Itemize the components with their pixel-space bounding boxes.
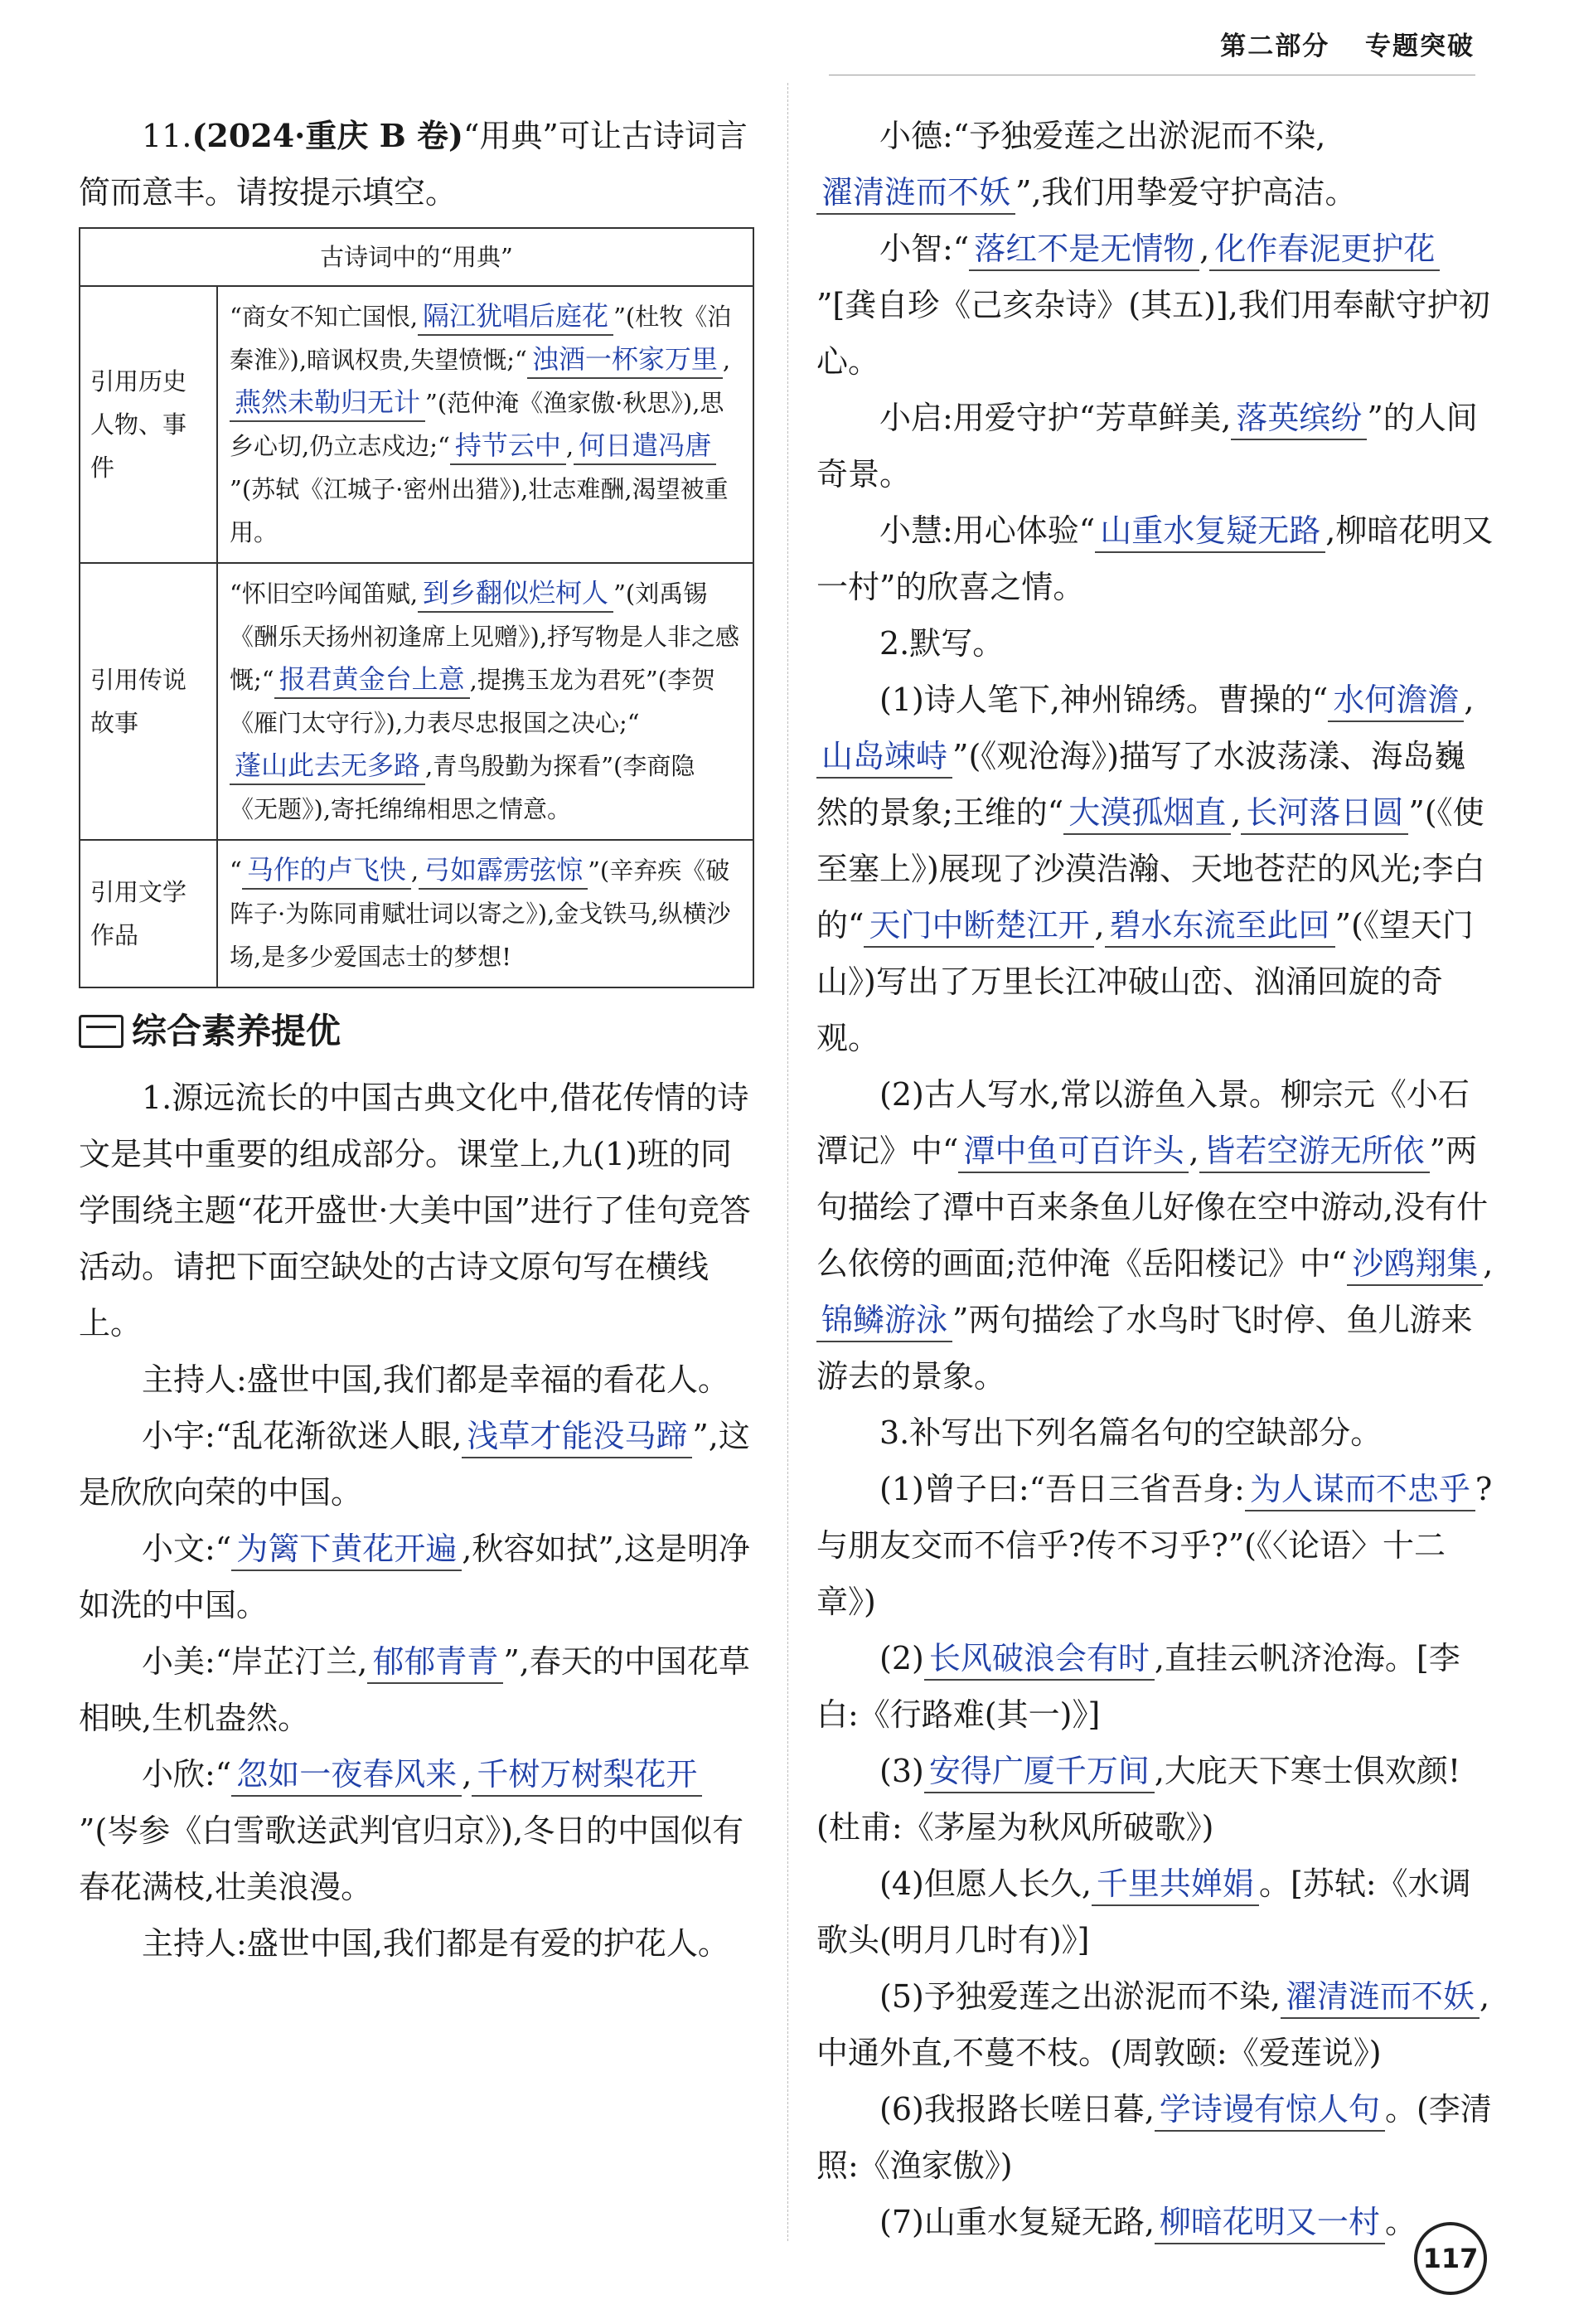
q11-source: (2024·重庆 B 卷) — [191, 117, 463, 154]
answer-blank[interactable]: 锦鳞游泳 — [816, 1300, 952, 1342]
q2-title: 2.默写。 — [879, 625, 1005, 662]
row-content: “怀旧空吟闻笛赋, 到乡翻似烂柯人 ”(刘禹锡《酬乐天扬州初逢席上见赠》),抒写物是人非之感慨;“ 报君黄金台上意 ,提携玉龙为君死”(李贺《雁门太守行》),力表尽忠报国之决心;“蓬山此去无多路 ,青鸟殷勤为探看”(李商隐《无题》),寄托绵绵相思之情意。 — [217, 563, 753, 840]
table-row — [80, 286, 753, 563]
row-category: 引用传说故事 — [80, 563, 217, 840]
header-topic: 专题突破 — [1365, 32, 1475, 61]
answer-blank[interactable]: 落英缤纷 — [1231, 398, 1367, 440]
q2-part1: (1)诗人笔下,神州锦绣。曹操的“ 水何澹澹 ,山岛竦峙 ”(《观沧海》)描写了水波荡漾、海岛巍然的景象;王维的“ 大漠孤烟直 , 长河落日圆 ”(《使至塞上》)展现了沙漠浩瀚、天地苍茫的风光;李白的“ 天门中断楚江开 , 碧水东流至此回 ”(《望天门山》)写出了万里长江冲破山峦、汹涌回旋的奇观。 — [816, 682, 1485, 1056]
answer-blank[interactable]: 为人谋而不忠乎 — [1245, 1469, 1475, 1511]
answer-blank[interactable]: 马作的卢飞快 — [242, 853, 411, 890]
answer-blank[interactable]: 为篱下黄花开遍 — [231, 1529, 462, 1571]
answer-blank[interactable]: 长河落日圆 — [1241, 793, 1408, 835]
left-column — [79, 108, 754, 1972]
answer-blank[interactable]: 到乡翻似烂柯人 — [418, 576, 613, 613]
table-row — [80, 563, 753, 840]
header-part: 第二部分 — [1220, 32, 1330, 61]
answer-blank[interactable]: 碧水东流至此回 — [1105, 905, 1335, 948]
answer-blank[interactable]: 沙鸥翔集 — [1347, 1244, 1483, 1286]
xiaowen-line: 小文:“ 为篱下黄花开遍 ,秋容如拭”,这是明净如洗的中国。 — [79, 1531, 750, 1623]
allusion-table — [79, 227, 754, 988]
xiaohui-line: 小慧:用心体验“ 山重水复疑无路 ,柳暗花明又一村”的欣喜之情。 — [816, 512, 1494, 605]
q1-intro: 1.源远流长的中国古典文化中,借花传情的诗文是其中重要的组成部分。课堂上,九(1)班的同学围绕主题“花开盛世·大美中国”进行了佳句竞答活动。请把下面空缺处的古诗文原句写在横线上。 — [79, 1080, 751, 1342]
answer-blank[interactable]: 安得广厦千万间 — [924, 1751, 1155, 1793]
xiaoqi-line: 小启:用爱守护“芳草鲜美, 落英缤纷 ”的人间奇景。 — [816, 400, 1478, 492]
page-header — [1195, 25, 1475, 62]
answer-blank[interactable]: 浅草才能没马蹄 — [462, 1416, 692, 1458]
q3-item: (6)我报路长嗟日暮, 学诗谩有惊人句 。(李清照:《渔家傲》) — [816, 2091, 1492, 2184]
host-line: 主持人:盛世中国,我们都是幸福的看花人。 — [142, 1361, 729, 1398]
right-column — [816, 108, 1496, 2250]
row-category: 引用文学作品 — [80, 840, 217, 987]
answer-blank[interactable]: 燕然未勒归无计 — [230, 386, 425, 422]
answer-blank[interactable]: 隔江犹唱后庭花 — [418, 299, 613, 336]
q2-part2: (2)古人写水,常以游鱼入景。柳宗元《小石潭记》中“ 潭中鱼可百许头 , 皆若空游无所依 ”两句描绘了潭中百来条鱼儿好像在空中游动,没有什么依傍的画面;范仲淹《岳阳楼记》中“ 沙鸥翔集 ,锦鳞游泳 ”两句描绘了水鸟时飞时停、鱼儿游来游去的景象。 — [816, 1076, 1494, 1395]
answer-blank[interactable]: 柳暗花明又一村 — [1155, 2202, 1385, 2244]
answer-blank[interactable]: 大漠孤烟直 — [1063, 793, 1231, 835]
answer-blank[interactable]: 皆若空游无所依 — [1199, 1131, 1430, 1173]
q3-item: (3) 安得广厦千万间 ,大庇天下寒士俱欢颜!(杜甫:《茅屋为秋风所破歌》) — [816, 1753, 1461, 1846]
q3-title: 3.补写出下列名篇名句的空缺部分。 — [879, 1414, 1383, 1451]
answer-blank[interactable]: 千树万树梨花开 — [472, 1754, 702, 1797]
answer-blank[interactable]: 天门中断楚江开 — [864, 905, 1094, 948]
answer-blank[interactable]: 何日遣冯唐 — [574, 429, 716, 465]
answer-blank[interactable]: 水何澹澹 — [1328, 680, 1464, 722]
answer-blank[interactable]: 潭中鱼可百许头 — [958, 1131, 1189, 1173]
section-title: 综合素养提优 — [79, 1003, 754, 1060]
q3-item: (1)曾子曰:“吾日三省吾身: 为人谋而不忠乎 ?与朋友交而不信乎?传不习乎?”(《〈论语〉十二章》) — [816, 1471, 1493, 1620]
answer-blank[interactable]: 持节云中 — [450, 429, 566, 465]
q3-item: (4)但愿人长久, 千里共婵娟 。[苏轼:《水调歌头(明月几时有)》] — [816, 1866, 1471, 1958]
q3-item: (2) 长风破浪会有时 ,直挂云帆济沧海。[李白:《行路难(其一)》] — [816, 1640, 1460, 1733]
xiaode-line: 小德:“予独爱莲之出淤泥而不染,濯清涟而不妖 ”,我们用挚爱守护高洁。 — [816, 108, 1496, 221]
answer-blank[interactable]: 学诗谩有惊人句 — [1155, 2089, 1385, 2132]
answer-blank[interactable]: 忽如一夜春风来 — [231, 1754, 462, 1797]
answer-blank[interactable]: 山重水复疑无路 — [1095, 511, 1325, 553]
host-line: 主持人:盛世中国,我们都是有爱的护花人。 — [142, 1925, 729, 1962]
row-content: “商女不知亡国恨, 隔江犹唱后庭花 ”(杜牧《泊秦淮》),暗讽权贵,失望愤慨;“ 浊酒一杯家万里 ,燕然未勒归无计 ”(范仲淹《渔家傲·秋思》),思乡心切,仍立志戍边;“ 持节云中 , 何日遣冯唐”(苏轼《江城子·密州出猎》),壮志难酬,渴望被重用。 — [217, 286, 753, 563]
xiaoyu-line: 小宇:“乱花渐欲迷人眼, 浅草才能没马蹄 ”,这是欣欣向荣的中国。 — [79, 1418, 750, 1511]
answer-blank[interactable]: 濯清涟而不妖 — [1281, 1977, 1480, 2019]
answer-blank[interactable]: 长风破浪会有时 — [924, 1638, 1155, 1681]
row-category: 引用历史人物、事件 — [80, 286, 217, 563]
book-icon — [79, 1015, 123, 1048]
answer-blank[interactable]: 浊酒一杯家万里 — [527, 342, 723, 379]
q3-item: (5)予独爱莲之出淤泥而不染, 濯清涟而不妖 ,中通外直,不蔓不枝。(周敦颐:《爱莲说》) — [816, 1978, 1490, 2071]
xiaozhi-line: 小智:“ 落红不是无情物 , 化作春泥更护花”[龚自珍《己亥杂诗》(其五)],我们用奉献守护初心。 — [816, 230, 1490, 380]
answer-blank[interactable]: 化作春泥更护花 — [1209, 229, 1440, 271]
row-content: “ 马作的卢飞快 , 弓如霹雳弦惊 ”(辛弃疾《破阵子·为陈同甫赋壮词以寄之》),金戈铁马,纵横沙场,是多少爱国志士的梦想! — [217, 840, 753, 987]
q11-intro: 11.(2024·重庆 B 卷)“用典”可让古诗词言简而意丰。请按提示填空。 — [79, 117, 748, 211]
answer-blank[interactable]: 落红不是无情物 — [969, 229, 1199, 271]
answer-blank[interactable]: 报君黄金台上意 — [274, 662, 470, 699]
page-number: 117 — [1414, 2222, 1487, 2295]
table-title: 古诗词中的“用典” — [80, 228, 753, 286]
answer-blank[interactable]: 弓如霹雳弦惊 — [419, 853, 588, 890]
xiaoxin-line: 小欣:“ 忽如一夜春风来 , 千树万树梨花开”(岑参《白雪歌送武判官归京》),冬日的中国似有春花满枝,壮美浪漫。 — [79, 1756, 744, 1905]
answer-blank[interactable]: 蓬山此去无多路 — [230, 749, 425, 785]
answer-blank[interactable]: 山岛竦峙 — [816, 736, 952, 779]
answer-blank[interactable]: 郁郁青青 — [367, 1642, 503, 1684]
q3-item: (7)山重水复疑无路, 柳暗花明又一村 。 — [816, 2194, 1496, 2250]
xiaomei-line: 小美:“岸芷汀兰, 郁郁青青 ”,春天的中国花草相映,生机盎然。 — [79, 1643, 750, 1736]
answer-blank[interactable]: 濯清涟而不妖 — [816, 172, 1015, 215]
answer-blank[interactable]: 千里共婵娟 — [1092, 1864, 1259, 1906]
column-divider — [787, 83, 788, 2241]
table-row — [80, 840, 753, 987]
